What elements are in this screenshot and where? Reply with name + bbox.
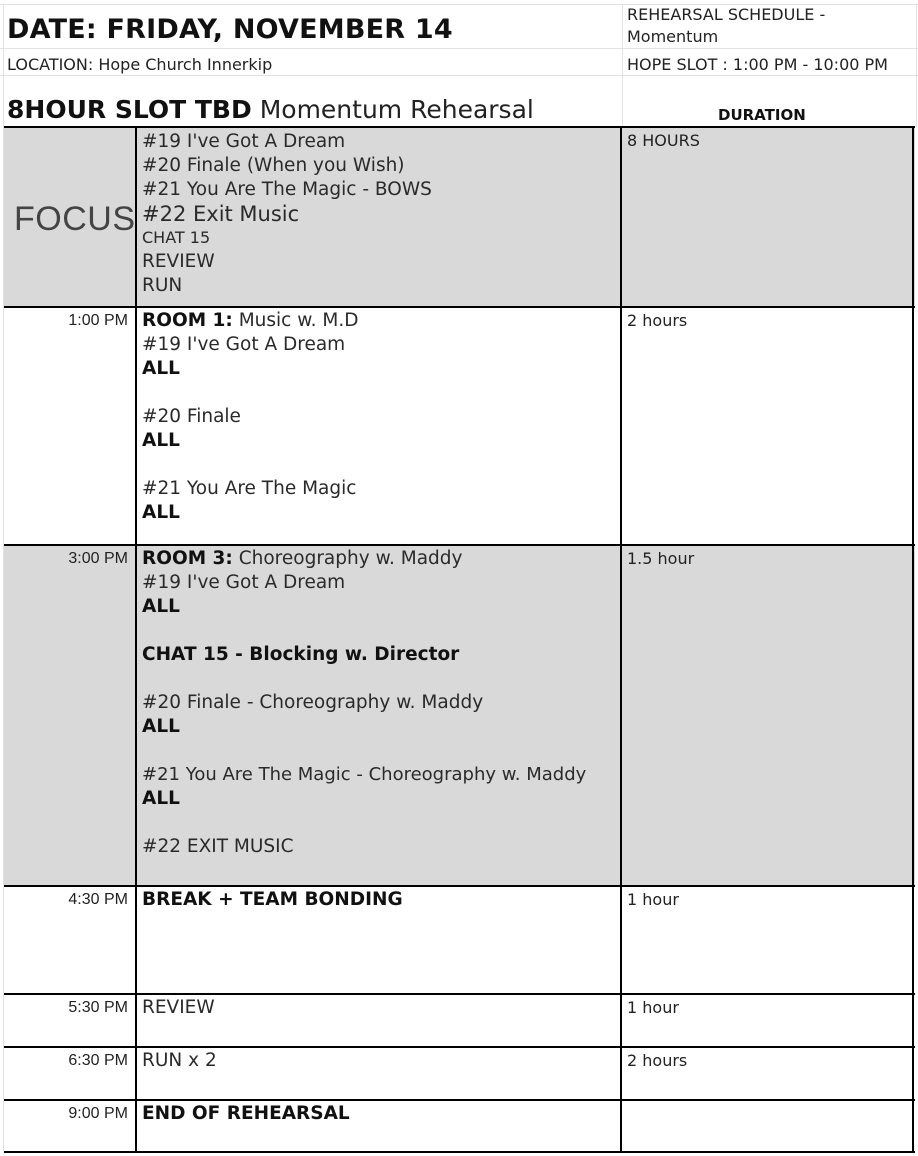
focus-item: RUN bbox=[142, 275, 183, 296]
location-text: LOCATION: Hope Church Innerkip bbox=[7, 55, 273, 74]
spacer-line bbox=[142, 453, 359, 477]
cast-line: ALL bbox=[142, 358, 180, 379]
focus-item: #22 Exit Music bbox=[142, 202, 300, 226]
time-cell: 9:00 PM bbox=[68, 1105, 128, 1122]
cast-line: ALL bbox=[142, 788, 180, 809]
activity-cell: END OF REHEARSAL bbox=[142, 1103, 350, 1124]
room-label: ROOM 3: bbox=[142, 548, 233, 569]
slot-heading bbox=[7, 97, 534, 122]
schedule-title-line2: Momentum bbox=[627, 27, 719, 46]
time-cell: 4:30 PM bbox=[68, 891, 128, 908]
song-line: #21 You Are The Magic - Choreography w. Maddy bbox=[142, 764, 587, 785]
song-line: #21 You Are The Magic bbox=[142, 478, 357, 499]
song-line: #19 I've Got A Dream bbox=[142, 334, 346, 355]
activity-cell: BREAK + TEAM BONDING bbox=[142, 889, 403, 910]
room1-block bbox=[142, 309, 359, 525]
focus-item: #20 Finale (When you Wish) bbox=[142, 155, 405, 176]
room-desc: Music w. M.D bbox=[238, 310, 359, 331]
cast-line: ALL bbox=[142, 596, 180, 617]
slot-heading-bold: 8HOUR SLOT TBD bbox=[7, 95, 252, 124]
duration-cell: 1 hour bbox=[627, 998, 679, 1017]
spacer-line bbox=[142, 381, 359, 405]
schedule-title-line1: REHEARSAL SCHEDULE - bbox=[627, 5, 826, 24]
song-line: #19 I've Got A Dream bbox=[142, 572, 346, 593]
spacer-line bbox=[142, 667, 586, 691]
activity-cell: RUN x 2 bbox=[142, 1050, 217, 1071]
spacer-line bbox=[142, 739, 586, 763]
time-cell: 6:30 PM bbox=[68, 1052, 128, 1069]
focus-item: #19 I've Got A Dream bbox=[142, 131, 346, 152]
duration-cell: 2 hours bbox=[627, 1051, 688, 1070]
song-line: #20 Finale - Choreography w. Maddy bbox=[142, 692, 484, 713]
time-cell: 1:00 PM bbox=[68, 312, 128, 329]
chat-line: CHAT 15 - Blocking w. Director bbox=[142, 644, 460, 665]
room3-block bbox=[142, 547, 586, 859]
focus-items bbox=[142, 130, 432, 298]
spacer-line bbox=[142, 619, 586, 643]
duration-cell: 1 hour bbox=[627, 890, 679, 909]
focus-duration: 8 HOURS bbox=[627, 131, 700, 150]
cast-line: ALL bbox=[142, 502, 180, 523]
hope-slot-text: HOPE SLOT : 1:00 PM - 10:00 PM bbox=[627, 55, 888, 74]
room-heading bbox=[142, 547, 586, 571]
song-line: #20 Finale bbox=[142, 406, 241, 427]
time-cell: 3:00 PM bbox=[68, 550, 128, 567]
room-heading bbox=[142, 309, 359, 333]
spacer-line bbox=[142, 811, 586, 835]
duration-cell: 2 hours bbox=[627, 311, 688, 330]
focus-row-shade bbox=[3, 128, 915, 307]
activity-cell: REVIEW bbox=[142, 997, 215, 1018]
focus-item: CHAT 15 bbox=[142, 228, 211, 247]
room-label: ROOM 1: bbox=[142, 310, 233, 331]
slot-heading-rest: Momentum Rehearsal bbox=[259, 95, 534, 124]
date-title: DATE: FRIDAY, NOVEMBER 14 bbox=[7, 14, 453, 45]
time-cell: 5:30 PM bbox=[68, 999, 128, 1016]
focus-item: #21 You Are The Magic - BOWS bbox=[142, 179, 432, 200]
song-line: #22 EXIT MUSIC bbox=[142, 836, 294, 857]
duration-header: DURATION bbox=[718, 106, 806, 124]
room-desc: Choreography w. Maddy bbox=[238, 548, 463, 569]
duration-cell: 1.5 hour bbox=[627, 549, 695, 568]
focus-label: FOCUS bbox=[14, 200, 136, 238]
focus-item: REVIEW bbox=[142, 251, 215, 272]
cast-line: ALL bbox=[142, 716, 180, 737]
cast-line: ALL bbox=[142, 430, 180, 451]
